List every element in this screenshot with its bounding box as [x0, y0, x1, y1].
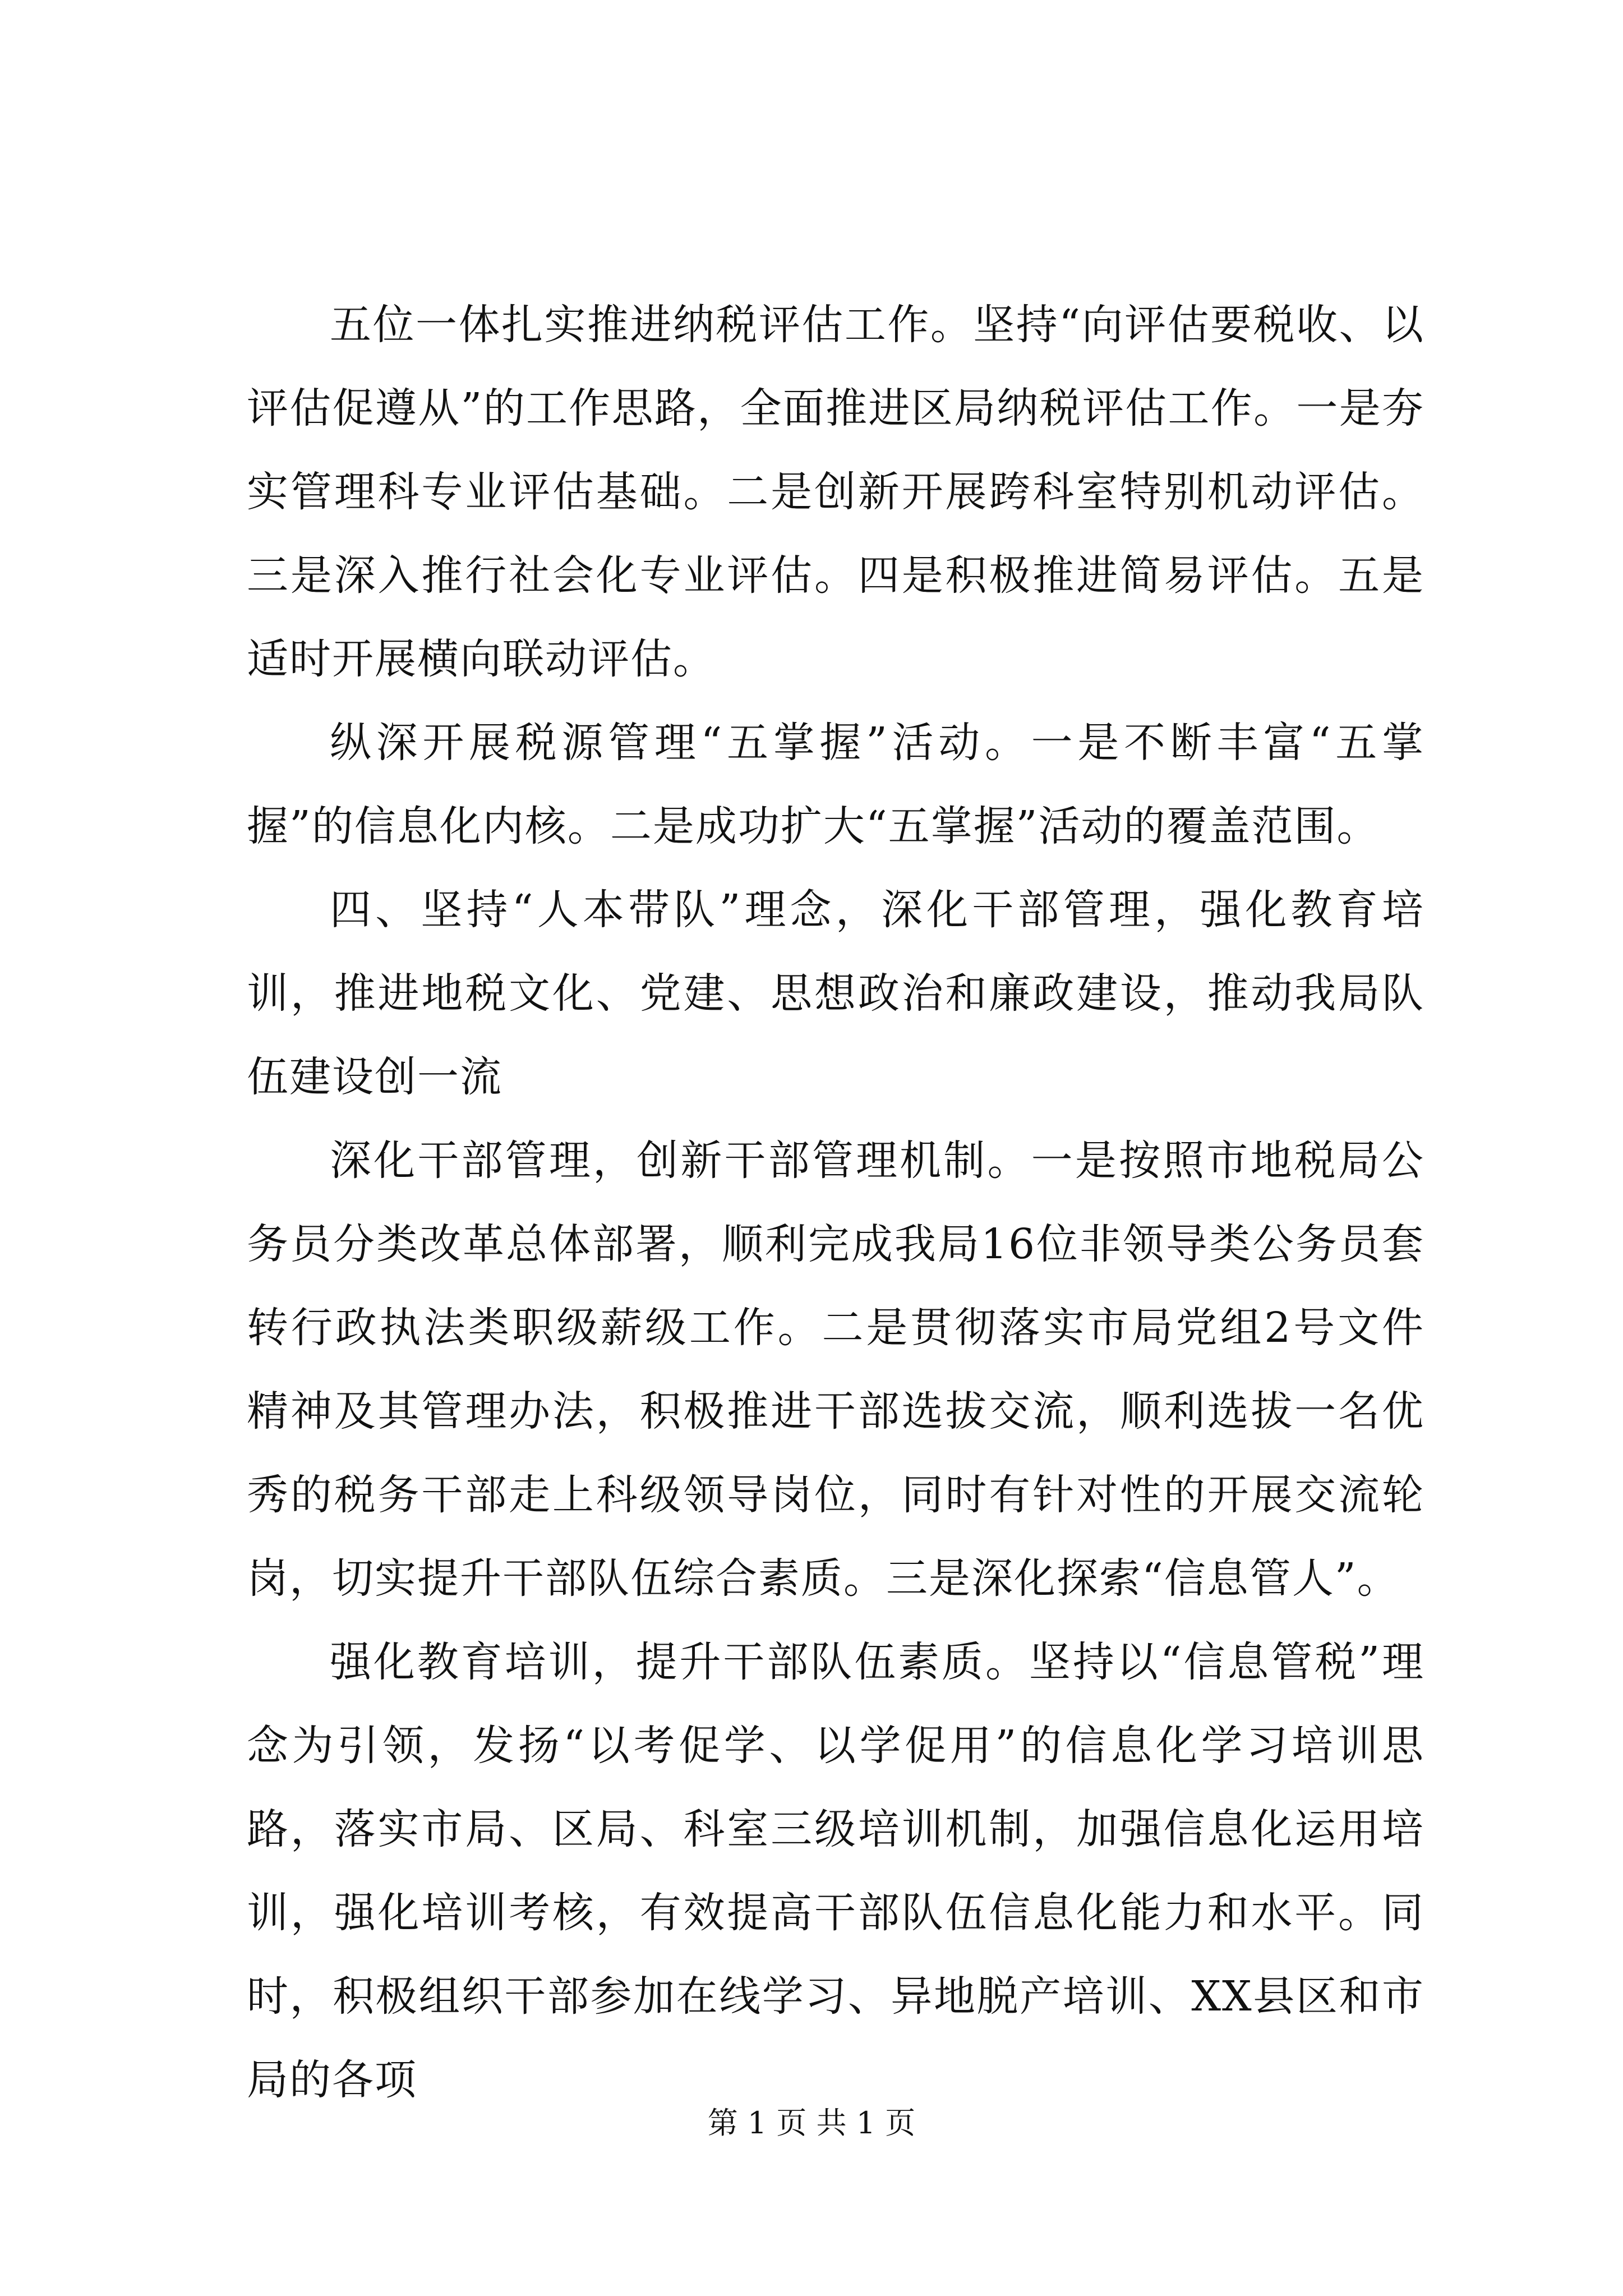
page-number-footer: 第 1 页 共 1 页	[707, 2105, 916, 2141]
paragraph-tax-assessment: 五位一体扎实推进纳税评估工作。坚持“向评估要税收、以评估促遵从”的工作思路，全面推进区局纳税评估工作。一是夯实管理科专业评估基础。二是创新开展跨科室特别机动评估。三是深入推行社会化专业评估。四是积极推进简易评估。五是适时开展横向联动评估。	[247, 301, 1424, 683]
paragraph-tax-source-management: 纵深开展税源管理“五掌握”活动。一是不断丰富“五掌握”的信息化内核。二是成功扩大“五掌握”活动的覆盖范围。	[247, 719, 1424, 850]
paragraph-cadre-management: 深化干部管理，创新干部管理机制。一是按照市地税局公务员分类改革总体部署，顺利完成我局16位非领导类公务员套转行政执法类职级薪级工作。二是贯彻落实市局党组2号文件精神及其管理办法，积极推进干部选拔交流，顺利选拔一名优秀的税务干部走上科级领导岗位，同时有针对性的开展交流轮岗，切实提升干部队伍综合素质。三是深化探索“信息管人”。	[247, 1137, 1424, 1603]
paragraph-education-training: 强化教育培训，提升干部队伍素质。坚持以“信息管税”理念为引领，发扬“以考促学、以学促用”的信息化学习培训思路，落实市局、区局、科室三级培训机制，加强信息化运用培训，强化培训考核，有效提高干部队伍信息化能力和水平。同时，积极组织干部参加在线学习、异地脱产培训、XX县区和市局的各项	[247, 1638, 1424, 2104]
document-body	[247, 283, 1424, 2122]
paragraph-section-four-heading: 四、坚持“人本带队”理念，深化干部管理，强化教育培训，推进地税文化、党建、思想政治和廉政建设，推动我局队伍建设创一流	[247, 886, 1424, 1101]
